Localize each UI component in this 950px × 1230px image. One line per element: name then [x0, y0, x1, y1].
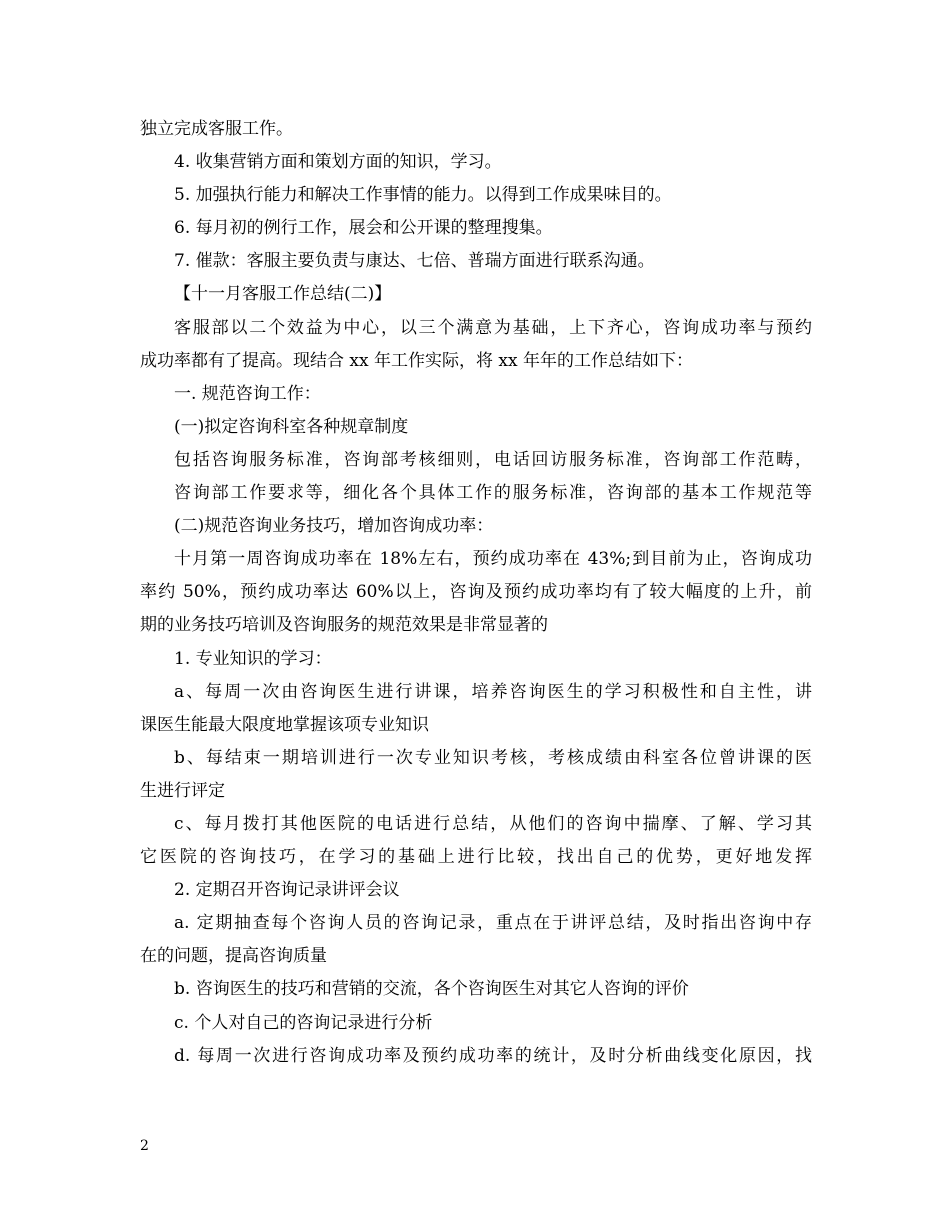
text-line: a、每周一次由咨询医生进行讲课，培养咨询医生的学习积极性和自主性，讲 — [174, 681, 812, 702]
text-line: c、每月拨打其他医院的电话进行总结，从他们的咨询中揣摩、了解、学习其 — [174, 813, 812, 834]
text-line: 1. 专业知识的学习： — [174, 648, 332, 669]
text-line: 6. 每月初的例行工作，展会和公开课的整理搜集。 — [174, 218, 553, 239]
text-line: 独立完成客服工作。 — [140, 119, 293, 139]
text-line: d. 每周一次进行咨询成功率及预约成功率的统计，及时分析曲线变化原因，找 — [174, 1045, 812, 1066]
text-line: 率约 50%，预约成功率达 60%以上，咨询及预约成功率均有了较大幅度的上升，前 — [140, 582, 812, 603]
text-line: 客服部以二个效益为中心，以三个满意为基础，上下齐心，咨询成功率与预约 — [174, 317, 812, 338]
text-line: 课医生能最大限度地掌握该项专业知识 — [140, 714, 429, 735]
text-line: b. 咨询医生的技巧和营销的交流，各个咨询医生对其它人咨询的评价 — [174, 979, 689, 1000]
text-line: 2. 定期召开咨询记录讲评会议 — [174, 880, 400, 901]
document-body — [140, 113, 812, 1073]
text-line: (一)拟定咨询科室各种规章制度 — [174, 416, 409, 437]
text-line: b、每结束一期培训进行一次专业知识考核，考核成绩由科室各位曾讲课的医 — [174, 747, 812, 768]
text-line: 【十一月客服工作总结(二)】 — [174, 284, 392, 305]
text-line: 在的问题，提高咨询质量 — [140, 946, 327, 967]
text-line: 成功率都有了提高。现结合 xx 年工作实际，将 xx 年年的工作总结如下： — [140, 350, 693, 371]
text-line: 7. 催款：客服主要负责与康达、七倍、普瑞方面进行联系沟通。 — [174, 251, 655, 272]
text-line: c. 个人对自己的咨询记录进行分析 — [174, 1012, 433, 1033]
text-line: 十月第一周咨询成功率在 18%左右，预约成功率在 43%;到目前为止，咨询成功 — [174, 549, 812, 570]
text-line: 4. 收集营销方面和策划方面的知识，学习。 — [174, 152, 502, 173]
text-line: 它医院的咨询技巧，在学习的基础上进行比较，找出自己的优势，更好地发挥 — [140, 847, 812, 868]
text-line: a. 定期抽查每个咨询人员的咨询记录，重点在于讲评总结，及时指出咨询中存 — [174, 913, 812, 934]
text-line: 咨询部工作要求等，细化各个具体工作的服务标准，咨询部的基本工作规范等 — [174, 483, 812, 504]
text-line: 一. 规范咨询工作： — [174, 383, 321, 404]
text-line: (二)规范咨询业务技巧，增加咨询成功率： — [174, 516, 494, 537]
text-line: 生进行评定 — [140, 780, 225, 801]
text-line: 5. 加强执行能力和解决工作事情的能力。以得到工作成果味目的。 — [174, 185, 672, 206]
text-line: 期的业务技巧培训及咨询服务的规范效果是非常显著的 — [140, 615, 548, 636]
page-number: 2 — [140, 1138, 149, 1154]
text-line: 包括咨询服务标准，咨询部考核细则，电话回访服务标准，咨询部工作范畴， — [174, 449, 812, 470]
